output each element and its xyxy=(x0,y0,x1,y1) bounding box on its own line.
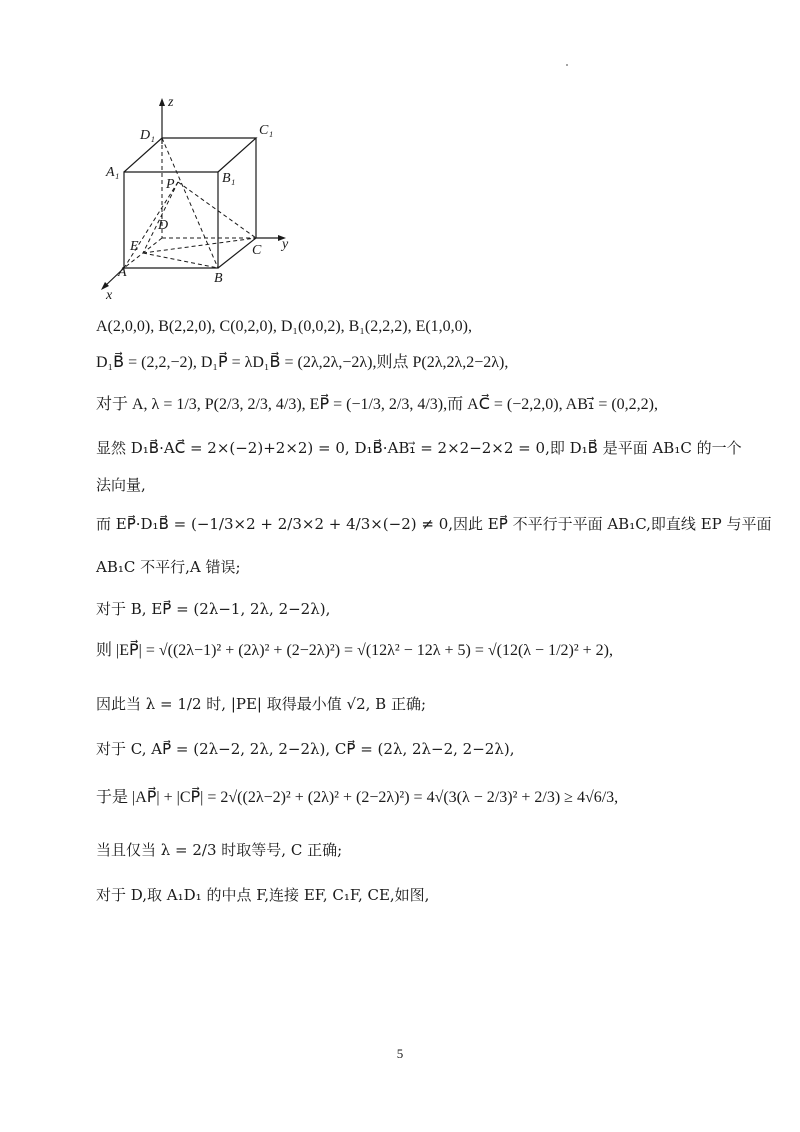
solution-line: AB₁C 不平行,A 错误; xyxy=(96,558,241,576)
label-E: E xyxy=(130,239,139,254)
solution-line: 因此当 λ = 1/2 时, |PE| 取得最小值 √2, B 正确; xyxy=(96,695,426,713)
label-B1: B₁ xyxy=(222,171,236,186)
solution-line: 当且仅当 λ = 2/3 时取等号, C 正确; xyxy=(96,841,343,859)
solution-line: A(2,0,0), B(2,2,0), C(0,2,0), D₁(0,0,2), B₁(2,2,2), E(1,0,0), xyxy=(96,318,472,335)
solution-line: 对于 A, λ = 1/3, P(2/3, 2/3, 4/3), EP⃗ = (−1/3, 2/3, 4/3),而 AC⃗ = (−2,2,0), AB₁⃗ = (0,2,2), xyxy=(96,396,659,413)
cube-diagram xyxy=(96,92,306,302)
solution-line: 而 EP⃗·D₁B⃗ = (−1/3×2 + 2/3×2 + 4/3×(−2) ≠ 0,因此 EP⃗ 不平行于平面 AB₁C,即直线 EP 与平面 xyxy=(96,515,772,533)
page-number: 5 xyxy=(396,1046,404,1061)
z-axis-arrow xyxy=(159,98,165,106)
label-D: D xyxy=(158,218,169,233)
label-C: C xyxy=(252,243,262,258)
label-A: A xyxy=(118,265,127,280)
label-C1: C₁ xyxy=(259,123,274,138)
solution-line: 则 |EP⃗| = √((2λ−1)² + (2λ)² + (2−2λ)²) = √(12λ² − 12λ + 5) = √(12(λ − 1/2)² + 2), xyxy=(96,642,613,659)
solution-line: 法向量, xyxy=(96,476,146,494)
right-face xyxy=(218,138,256,268)
label-P: P xyxy=(166,177,175,192)
solution-line: D₁B⃗ = (2,2,−2), D₁P⃗ = λD₁B⃗ = (2λ,2λ,−2λ),则点 P(2λ,2λ,2−2λ), xyxy=(96,354,509,371)
solution-line: 对于 C, AP⃗ = (2λ−2, 2λ, 2−2λ), CP⃗ = (2λ, 2λ−2, 2−2λ), xyxy=(96,740,515,758)
label-y: y xyxy=(282,237,289,252)
label-D1: D₁ xyxy=(140,128,155,143)
solution-line: 显然 D₁B⃗·AC⃗ = 2×(−2)+2×2) = 0, D₁B⃗·AB₁⃗ = 2×2−2×2 = 0,即 D₁B⃗ 是平面 AB₁C 的一个 xyxy=(96,439,742,457)
top-face xyxy=(124,138,256,172)
cube-figure xyxy=(96,92,306,302)
label-A1: A₁ xyxy=(106,165,120,180)
scan-speck xyxy=(566,64,568,66)
solution-line: 于是 |AP⃗| + |CP⃗| = 2√((2λ−2)² + (2λ)² + (2−2λ)²) = 4√(3(λ − 2/3)² + 2/3) ≥ 4√6/3, xyxy=(96,789,619,806)
label-z: z xyxy=(168,95,174,110)
label-x: x xyxy=(106,288,113,302)
hidden-edges xyxy=(124,138,256,268)
solution-line: 对于 D,取 A₁D₁ 的中点 F,连接 EF, C₁F, CE,如图, xyxy=(96,886,430,904)
label-B: B xyxy=(214,271,223,286)
solution-line: 对于 B, EP⃗ = (2λ−1, 2λ, 2−2λ), xyxy=(96,600,331,618)
